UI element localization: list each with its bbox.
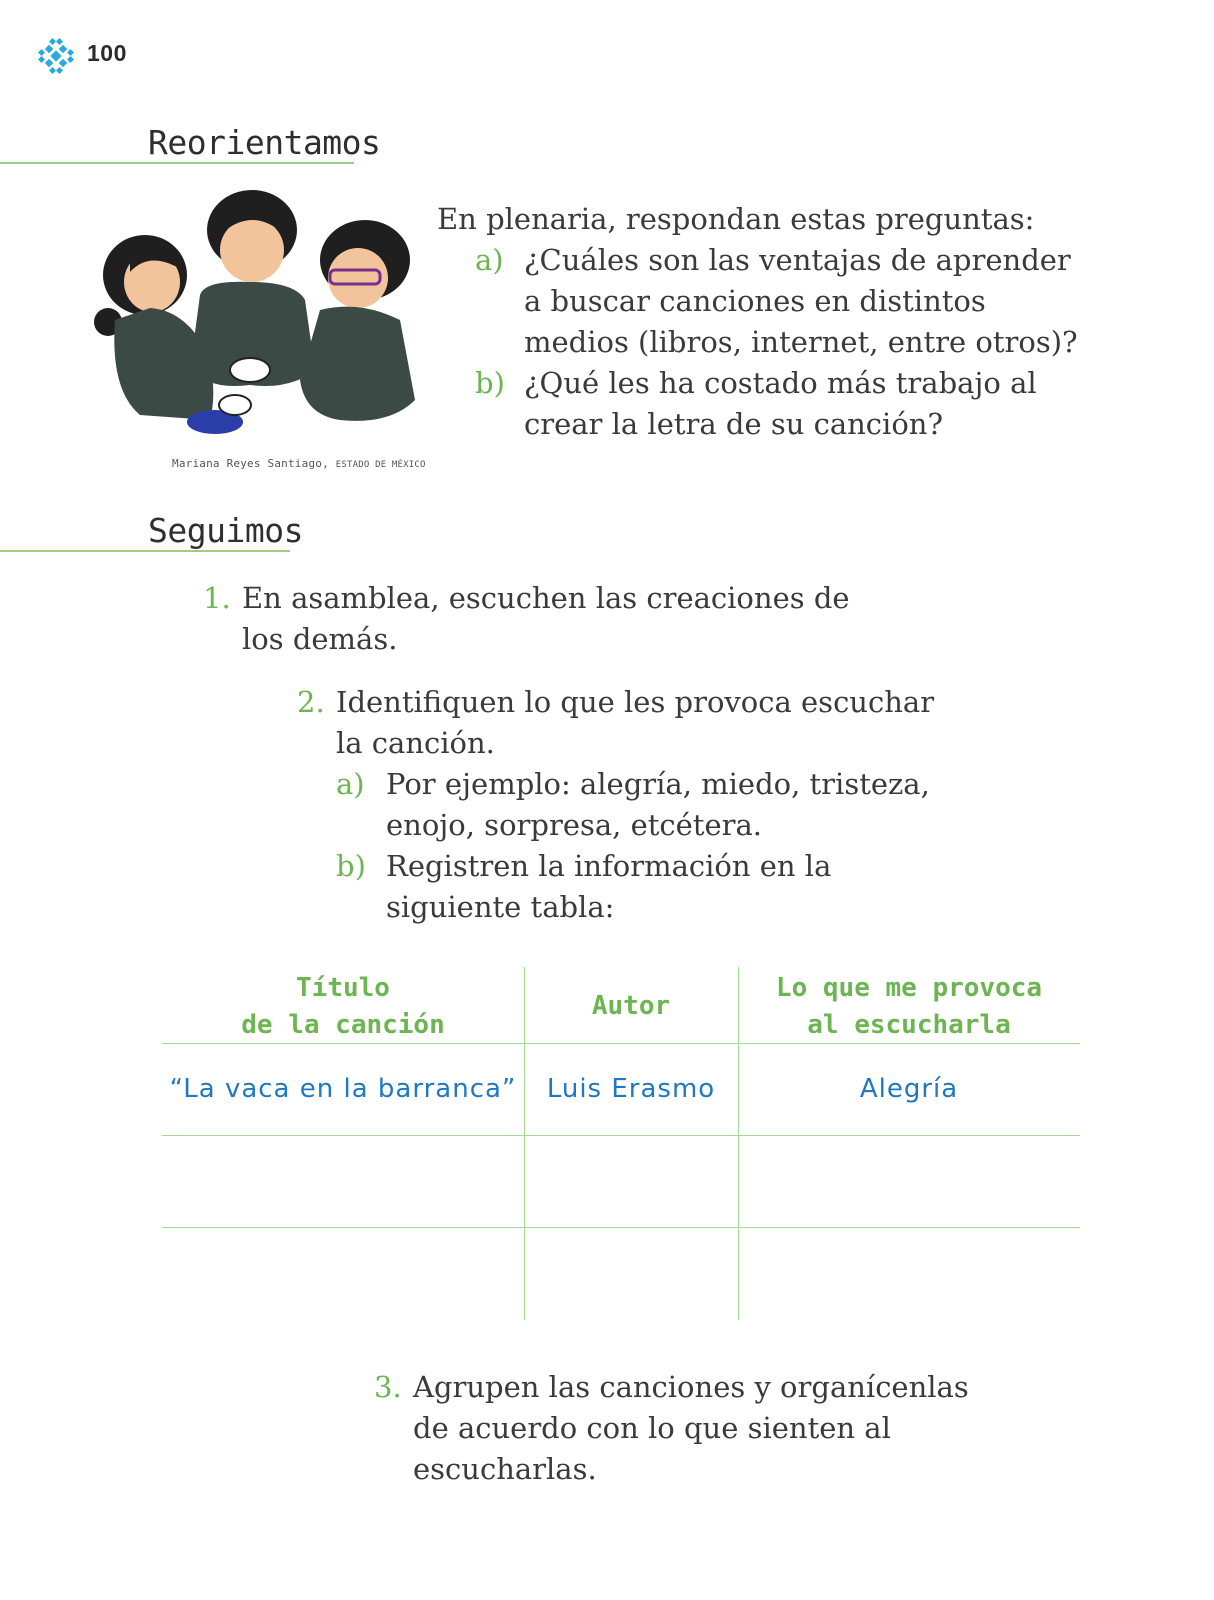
step-3-marker: 3. [374,1370,402,1404]
section-rule [0,162,354,164]
subitem-b-line: siguiente tabla: [386,890,615,924]
table-header-line: Título [296,973,390,1003]
table-cell-author: Luis Erasmo [546,1074,716,1104]
table-header-line: Lo que me provoca [775,973,1043,1003]
question-b-line: crear la letra de su canción? [524,407,944,441]
table-row-divider [162,1043,1080,1044]
table-cell-song-title: “La vaca en la barranca” [169,1074,517,1104]
subitem-a-line: enojo, sorpresa, etcétera. [386,808,762,842]
table-header-line: Autor [591,991,671,1021]
step-2-subitem-a [336,764,986,846]
table-header-feeling [738,970,1080,1044]
table-header-line: de la canción [241,1010,445,1040]
step-1-line: los demás. [242,622,398,656]
page-number: 100 [87,40,127,66]
section-title-seguimos: Seguimos [148,511,303,550]
step-1-line: En asamblea, escuchen las creaciones de [242,581,850,615]
table-header-author [524,988,738,1025]
question-b [475,363,1125,445]
step-2-line: Identifiquen lo que les provoca escuchar [336,685,935,719]
table-header-title [162,970,524,1044]
credit-name: Mariana Reyes Santiago, [172,457,329,470]
subitem-b-marker: b) [336,849,366,883]
section-rule [0,550,290,552]
textbook-logo-icon [38,38,74,74]
subitem-b-line: Registren la información en la [386,849,832,883]
step-3 [374,1367,1074,1491]
table-cell-feeling: Alegría [859,1074,959,1104]
reorientamos-intro: En plenaria, respondan estas preguntas: [437,202,1035,236]
step-2-marker: 2. [297,685,325,719]
table-header-line: al escucharla [807,1010,1011,1040]
question-a-line: medios (libros, internet, entre otros)? [524,325,1078,359]
illustration-credit [172,457,426,470]
question-b-marker: b) [475,366,505,400]
table-row-divider [162,1227,1080,1228]
step-1 [203,578,903,660]
table-column-divider [524,967,525,1320]
question-a [475,240,1125,359]
question-b-line: ¿Qué les ha costado más trabajo al [524,366,1037,400]
subitem-a-line: Por ejemplo: alegría, miedo, tristeza, [386,767,930,801]
question-a-marker: a) [475,243,504,277]
step-1-marker: 1. [203,581,231,615]
question-a-line: a buscar canciones en distintos [524,284,986,318]
step-2 [297,682,997,764]
step-3-line: de acuerdo con lo que sienten al [413,1411,891,1445]
question-a-line: ¿Cuáles son las ventajas de aprender [524,243,1071,277]
step-3-line: Agrupen las canciones y organícenlas [413,1370,969,1404]
step-2-line: la canción. [336,726,495,760]
children-illustration [90,190,420,440]
subitem-a-marker: a) [336,767,365,801]
step-2-subitem-b [336,846,986,928]
credit-place: ESTADO DE MÉXICO [335,460,426,470]
step-3-line: escucharlas. [413,1452,597,1486]
table-column-divider [738,967,739,1320]
section-title-reorientamos: Reorientamos [148,123,381,162]
table-row-divider [162,1135,1080,1136]
